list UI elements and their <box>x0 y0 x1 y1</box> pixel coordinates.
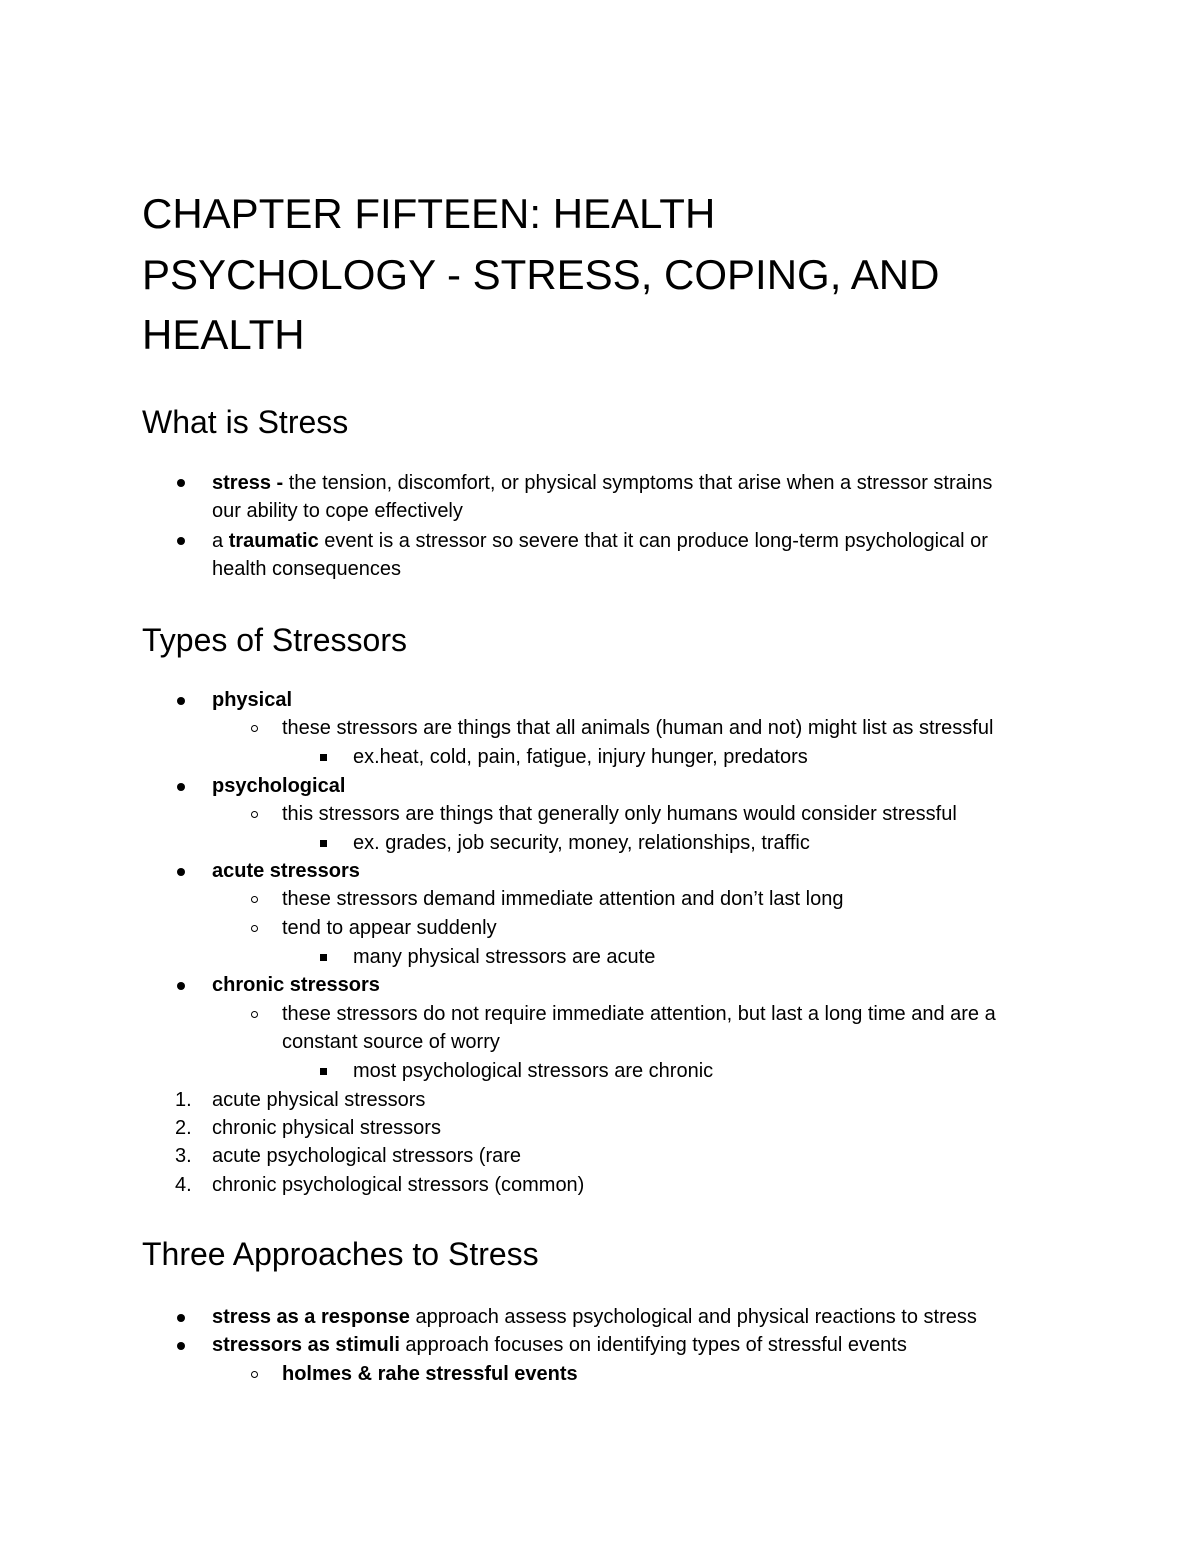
chapter-title-line-3: HEALTH <box>142 311 305 358</box>
chapter-title-line-2: PSYCHOLOGY - STRESS, COPING, AND <box>142 251 940 298</box>
term-traumatic: traumatic <box>228 530 319 552</box>
acute-example: many physical stressors are acute <box>353 946 656 968</box>
bullet-icon <box>177 697 185 705</box>
heading-what-is-stress: What is Stress <box>142 404 349 440</box>
psychological-example: ex. grades, job security, money, relationships, traffic <box>353 832 810 854</box>
list-item-stress-definition-cont: our ability to cope effectively <box>212 500 463 522</box>
sub-bullet-icon <box>251 1371 258 1378</box>
term-stressors-as-stimuli: stressors as stimuli <box>212 1334 400 1356</box>
term-chronic-stressors: chronic stressors <box>212 974 380 996</box>
square-bullet-icon <box>320 954 327 961</box>
bullet-icon <box>177 1314 185 1322</box>
list-item-traumatic-cont: health consequences <box>212 558 402 580</box>
bullet-icon <box>177 783 185 791</box>
physical-example: ex.heat, cold, pain, fatigue, injury hunger, predators <box>353 746 808 768</box>
numbered-item: acute psychological stressors (rare <box>212 1145 522 1167</box>
list-number: 4. <box>175 1174 192 1196</box>
numbered-item: acute physical stressors <box>212 1089 426 1111</box>
list-item-stress-definition: stress - the tension, discomfort, or physical symptoms that arise when a stressor strains <box>212 472 993 494</box>
physical-description: these stressors are things that all animals (human and not) might list as stressful <box>282 717 994 739</box>
list-number: 1. <box>175 1089 192 1111</box>
sub-bullet-icon <box>251 896 258 903</box>
list-item-stressors-as-stimuli: stressors as stimuli approach focuses on identifying types of stressful events <box>212 1334 907 1356</box>
holmes-rahe-events: holmes & rahe stressful events <box>282 1363 578 1385</box>
term-stress-as-response: stress as a response <box>212 1306 410 1328</box>
sub-bullet-icon <box>251 811 258 818</box>
bullet-icon <box>177 479 185 487</box>
square-bullet-icon <box>320 840 327 847</box>
term-stress: stress - <box>212 472 284 494</box>
acute-appear-suddenly: tend to appear suddenly <box>282 917 497 939</box>
heading-three-approaches: Three Approaches to Stress <box>142 1236 539 1272</box>
bullet-icon <box>177 982 185 990</box>
acute-description: these stressors demand immediate attention and don’t last long <box>282 888 844 910</box>
bullet-icon <box>177 868 185 876</box>
term-acute-stressors: acute stressors <box>212 860 360 882</box>
term-physical: physical <box>212 689 293 711</box>
bullet-icon <box>177 537 185 545</box>
list-number: 3. <box>175 1145 192 1167</box>
psychological-description: this stressors are things that generally only humans would consider stressful <box>282 803 957 825</box>
chapter-title-line-1: CHAPTER FIFTEEN: HEALTH <box>142 190 716 237</box>
sub-bullet-icon <box>251 725 258 732</box>
list-item-traumatic: a traumatic event is a stressor so severe that it can produce long-term psychological or <box>212 530 988 552</box>
numbered-item: chronic physical stressors <box>212 1117 441 1139</box>
bullet-icon <box>177 1342 185 1350</box>
list-number: 2. <box>175 1117 192 1139</box>
heading-types-of-stressors: Types of Stressors <box>142 622 407 658</box>
list-item-stress-as-response: stress as a response approach assess psychological and physical reactions to stress <box>212 1306 977 1328</box>
chronic-description-cont: constant source of worry <box>282 1031 500 1053</box>
sub-bullet-icon <box>251 1011 258 1018</box>
chronic-example: most psychological stressors are chronic <box>353 1060 714 1082</box>
numbered-item: chronic psychological stressors (common) <box>212 1174 585 1196</box>
term-psychological: psychological <box>212 775 346 797</box>
square-bullet-icon <box>320 754 327 761</box>
chronic-description: these stressors do not require immediate attention, but last a long time and are a <box>282 1003 996 1025</box>
sub-bullet-icon <box>251 925 258 932</box>
square-bullet-icon <box>320 1068 327 1075</box>
